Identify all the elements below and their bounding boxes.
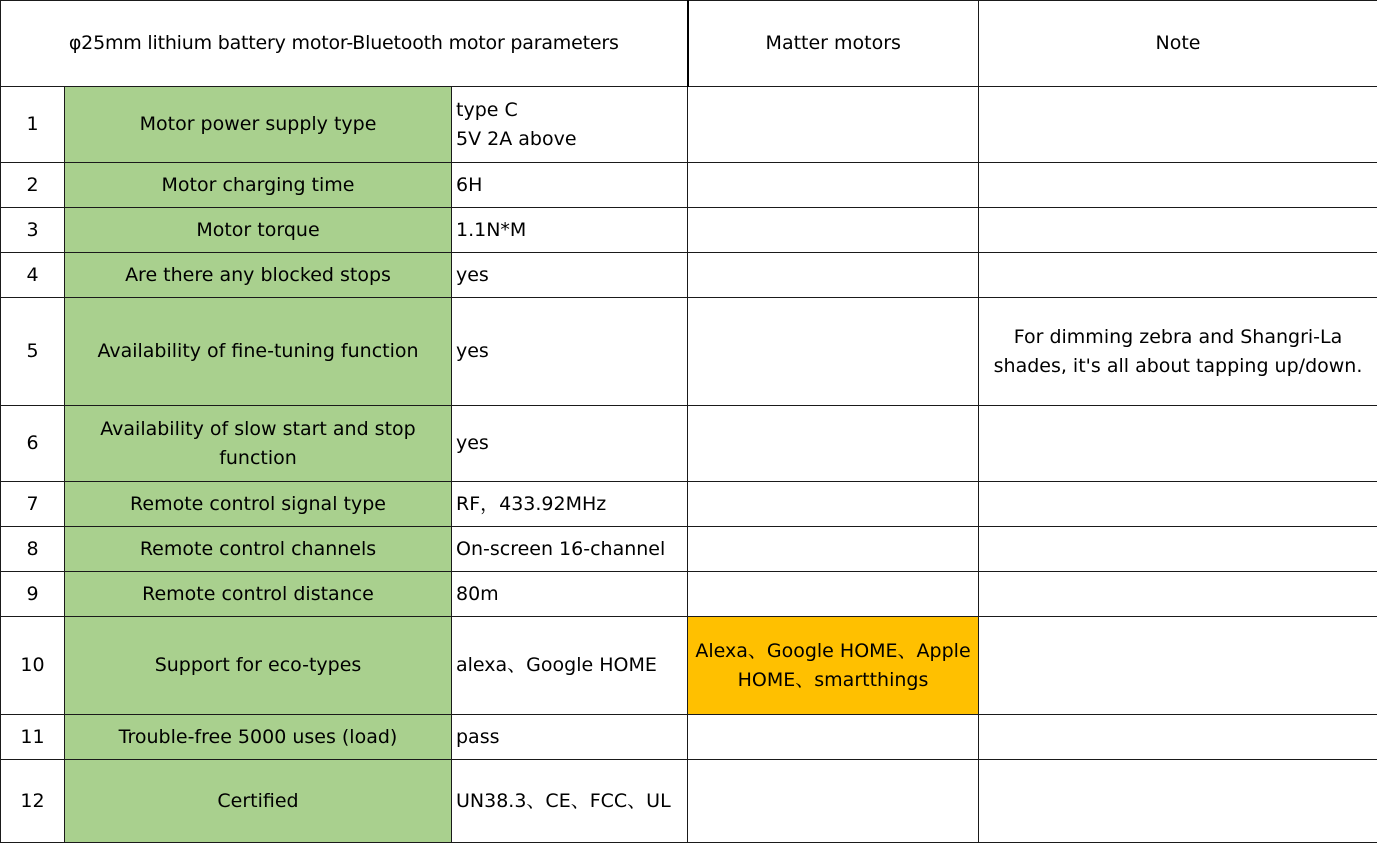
parameter-value — [452, 572, 688, 617]
parameter-name: Are there any blocked stops — [65, 253, 452, 298]
parameter-name: Motor torque — [65, 208, 452, 253]
row-number: 3 — [1, 208, 65, 253]
parameter-name: Trouble-free 5000 uses (load) — [65, 715, 452, 760]
value-line: yes — [456, 432, 489, 454]
matter-cell — [688, 406, 979, 482]
note-header: Note — [979, 1, 1377, 87]
parameter-name: Remote control channels — [65, 527, 452, 572]
parameter-name: Remote control signal type — [65, 482, 452, 527]
value-line: 1.1N*M — [456, 218, 527, 241]
matter-cell — [688, 208, 979, 253]
note-cell — [979, 527, 1377, 572]
table-row — [1, 87, 1377, 163]
matter-cell — [688, 482, 979, 527]
parameter-name: Availability of fine-tuning function — [65, 298, 452, 406]
parameter-name: Motor charging time — [65, 163, 452, 208]
note-cell — [979, 760, 1377, 843]
row-number: 1 — [1, 87, 65, 163]
row-number: 12 — [1, 760, 65, 843]
parameter-name: Remote control distance — [65, 572, 452, 617]
note-cell — [979, 208, 1377, 253]
value-line: RF，433.92MHz — [456, 492, 607, 515]
value-line: 6H — [456, 173, 483, 196]
note-cell — [979, 482, 1377, 527]
row-number: 6 — [1, 406, 65, 482]
matter-cell — [688, 527, 979, 572]
table-row — [1, 715, 1377, 760]
table-row — [1, 253, 1377, 298]
parameter-name: Certified — [65, 760, 452, 843]
note-cell — [979, 163, 1377, 208]
matter-cell — [688, 572, 979, 617]
note-cell — [979, 572, 1377, 617]
row-number: 2 — [1, 163, 65, 208]
table-row — [1, 572, 1377, 617]
table-row — [1, 163, 1377, 208]
row-number: 11 — [1, 715, 65, 760]
matter-cell — [688, 760, 979, 843]
matter-ecosystems-cell: Alexa、Google HOME、Apple HOME、smartthings — [688, 617, 979, 715]
value-line: alexa、Google HOME — [456, 654, 657, 676]
parameter-value — [452, 482, 688, 527]
parameter-name: Support for eco-types — [65, 617, 452, 715]
row-number: 5 — [1, 298, 65, 406]
parameter-value — [452, 87, 688, 163]
table-row — [1, 617, 1377, 715]
row-number: 9 — [1, 572, 65, 617]
table-row — [1, 208, 1377, 253]
main-header: φ25mm lithium battery motor-Bluetooth motor parameters — [1, 1, 688, 87]
parameter-name: Availability of slow start and stop function — [65, 406, 452, 482]
value-line: yes — [456, 340, 489, 362]
table-row — [1, 406, 1377, 482]
matter-cell — [688, 715, 979, 760]
row-number: 4 — [1, 253, 65, 298]
parameter-value — [452, 617, 688, 715]
row-number: 8 — [1, 527, 65, 572]
parameter-value — [452, 406, 688, 482]
table-row — [1, 527, 1377, 572]
value-line: yes — [456, 263, 489, 286]
matter-cell — [688, 87, 979, 163]
parameter-value — [452, 253, 688, 298]
table-row — [1, 298, 1377, 406]
note-cell — [979, 617, 1377, 715]
matter-cell — [688, 163, 979, 208]
parameter-value — [452, 163, 688, 208]
table-row — [1, 760, 1377, 843]
parameter-name: Motor power supply type — [65, 87, 452, 163]
parameter-value — [452, 298, 688, 406]
value-line: On-screen 16-channel — [456, 537, 666, 560]
note-cell: For dimming zebra and Shangri-La shades, it's all about tapping up/down. — [979, 298, 1377, 406]
parameter-value — [452, 527, 688, 572]
value-line: UN38.3、CE、FCC、UL — [456, 789, 671, 812]
note-cell — [979, 715, 1377, 760]
parameter-value — [452, 715, 688, 760]
matter-cell — [688, 253, 979, 298]
matter-cell — [688, 298, 979, 406]
parameter-value — [452, 760, 688, 843]
note-cell — [979, 253, 1377, 298]
row-number: 10 — [1, 617, 65, 715]
value-line: pass — [456, 725, 500, 748]
value-line: 5V 2A above — [456, 127, 577, 150]
table-row — [1, 482, 1377, 527]
note-cell — [979, 406, 1377, 482]
header-row — [1, 1, 1377, 87]
row-number: 7 — [1, 482, 65, 527]
parameter-value — [452, 208, 688, 253]
value-line: 80m — [456, 582, 499, 605]
note-cell — [979, 87, 1377, 163]
matter-motors-header: Matter motors — [688, 1, 979, 87]
value-line: type C — [456, 98, 518, 121]
